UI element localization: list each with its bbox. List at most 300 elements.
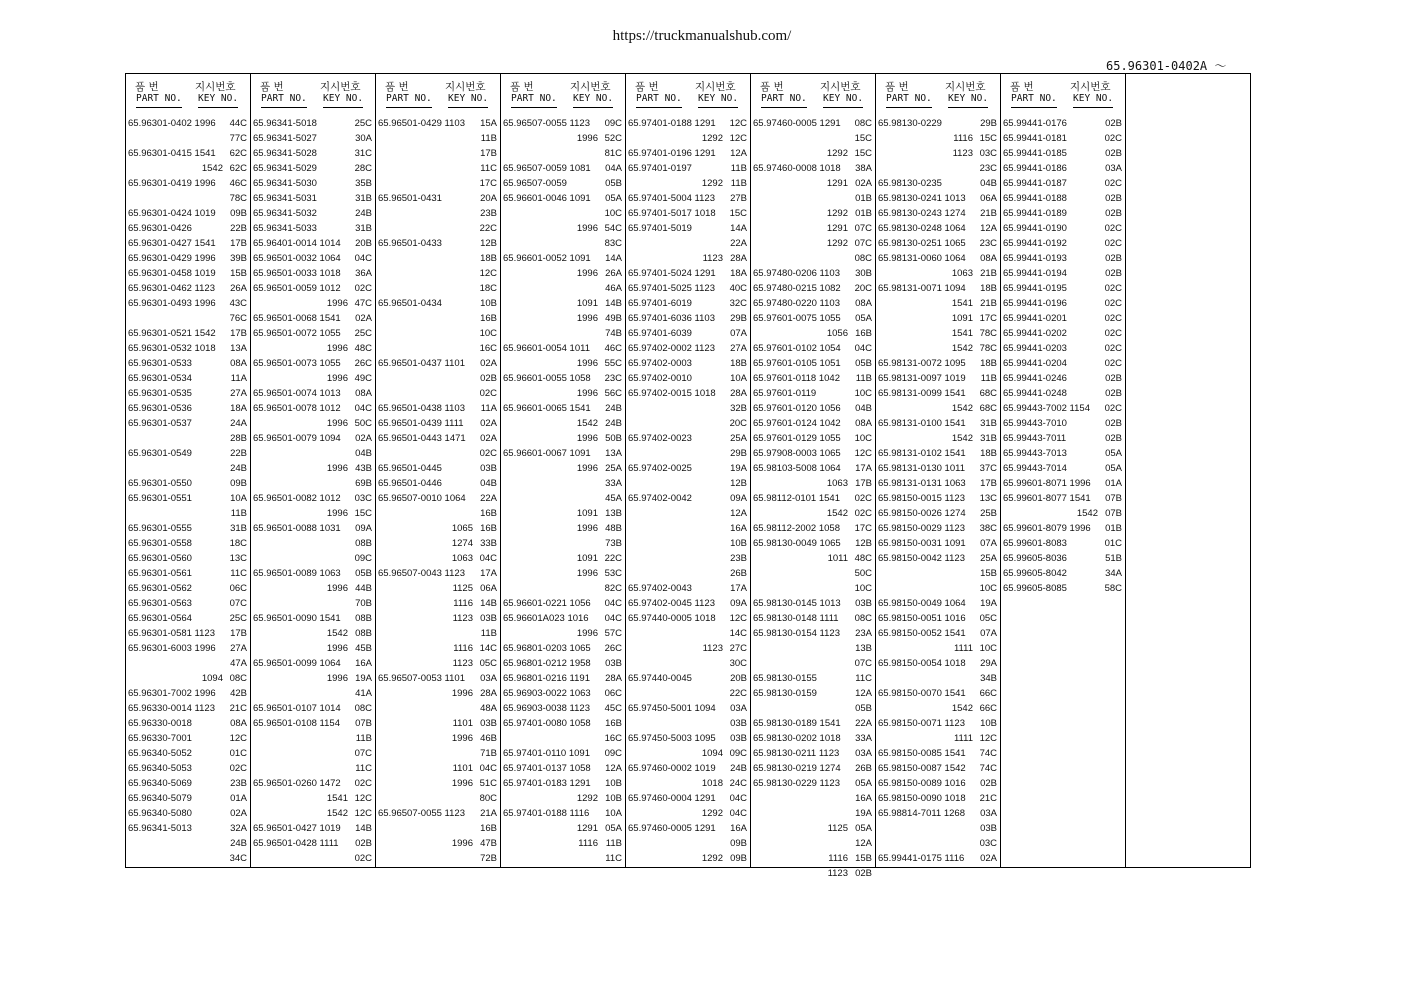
part-number: 65.96341-5033 (253, 223, 317, 234)
part-number: 65.98131-0102 1541 (878, 448, 966, 459)
table-row (751, 641, 874, 656)
part-number: 65.98103-5008 1064 (753, 463, 841, 474)
part-number: 65.98130-0049 1065 (753, 538, 841, 549)
key-number: 29B (730, 448, 747, 459)
key-number: 02B (1105, 208, 1122, 219)
key-number: 02A (355, 313, 372, 324)
key-number: 04C (354, 253, 372, 264)
part-number: 65.98130-0229 (878, 118, 942, 129)
table-row (251, 206, 374, 221)
table-row (626, 641, 749, 656)
key-number: 10B (480, 298, 497, 309)
part-number: 65.98150-0071 1123 (878, 718, 965, 729)
part-number: 65.96501-0437 1101 (378, 358, 465, 369)
part-number: 65.96341-5027 (253, 133, 317, 144)
table-row (251, 236, 374, 251)
key-number: 02C (1104, 403, 1122, 414)
table-row (626, 371, 749, 386)
part-number: 65.98130-0159 (753, 688, 817, 699)
table-row (1001, 341, 1124, 356)
part-number: 65.97402-0002 1123 (628, 343, 715, 354)
key-number: 34C (229, 853, 247, 864)
part-number: 65.98130-0235 (878, 178, 942, 189)
part-number: 65.99605-8042 (1003, 568, 1067, 579)
table-row (501, 161, 624, 176)
table-row (751, 371, 874, 386)
table-row (626, 611, 749, 626)
part-number: 65.96341-5018 (253, 118, 317, 129)
key-number: 07C (854, 658, 872, 669)
part-number: 65.98150-0049 1064 (878, 598, 966, 609)
key-number: 28B (230, 433, 247, 444)
key-number: 17A (855, 463, 872, 474)
part-number: 1996 (576, 133, 598, 144)
table-row (1001, 521, 1124, 536)
key-number: 15C (354, 508, 372, 519)
table-row (626, 446, 749, 461)
header-underline (448, 107, 488, 108)
table-row (501, 446, 624, 461)
key-number: 11A (230, 373, 247, 384)
part-number: 65.99605-8036 (1003, 553, 1067, 564)
key-number: 04C (854, 343, 872, 354)
key-number: 12C (729, 613, 747, 624)
table-row (126, 131, 249, 146)
part-number: 1996 (576, 268, 598, 279)
key-number: 35B (355, 178, 372, 189)
key-number: 02C (1104, 283, 1122, 294)
key-number: 28A (730, 253, 747, 264)
table-row (876, 776, 999, 791)
key-number: 24B (605, 403, 622, 414)
part-number: 65.96301-0521 1542 (128, 328, 216, 339)
key-number: 07A (730, 328, 747, 339)
table-row (126, 461, 249, 476)
column-header (501, 79, 626, 107)
key-number: 17B (230, 238, 247, 249)
part-number: 65.96501-0032 1064 (253, 253, 341, 264)
part-number: 65.96341-5013 (128, 823, 192, 834)
part-number: 65.96501-0443 1471 (378, 433, 466, 444)
key-number: 29A (980, 658, 997, 669)
table-row (126, 746, 249, 761)
table-row (626, 536, 749, 551)
table-row (376, 611, 499, 626)
table-row (126, 686, 249, 701)
part-number: 65.97401-0197 (628, 163, 692, 174)
part-number: 1996 (576, 523, 598, 534)
table-row (376, 191, 499, 206)
table-row (876, 641, 999, 656)
key-number: 07B (1105, 508, 1122, 519)
key-number: 76C (229, 313, 247, 324)
key-number: 18C (479, 283, 497, 294)
table-row (876, 656, 999, 671)
key-number: 05B (605, 178, 622, 189)
table-row (501, 836, 624, 851)
part-number: 65.96341-5031 (253, 193, 317, 204)
key-number: 12A (730, 148, 747, 159)
table-row (626, 401, 749, 416)
key-number: 26A (230, 283, 247, 294)
table-row (376, 146, 499, 161)
key-number: 03C (354, 493, 372, 504)
key-number: 02C (1104, 313, 1122, 324)
key-number: 28A (730, 388, 747, 399)
table-row (751, 221, 874, 236)
table-row (501, 551, 624, 566)
table-row (1001, 566, 1124, 581)
header-part-ko: 품 번 (260, 81, 284, 93)
key-number: 11B (980, 373, 997, 384)
header-key-ko: 지시번호 (1070, 81, 1111, 93)
key-number: 18A (230, 403, 247, 414)
key-number: 31B (980, 418, 997, 429)
table-column (501, 74, 626, 867)
key-number: 02B (1105, 148, 1122, 159)
table-row (126, 491, 249, 506)
table-row (876, 671, 999, 686)
key-number: 11A (480, 403, 497, 414)
table-row (251, 296, 374, 311)
key-number: 25A (605, 463, 622, 474)
key-number: 68C (979, 403, 997, 414)
table-row (1001, 221, 1124, 236)
key-number: 09C (604, 748, 622, 759)
part-number: 65.99601-8071 1996 (1003, 478, 1091, 489)
part-number: 65.99443-7014 (1003, 463, 1067, 474)
table-row (126, 341, 249, 356)
table-row (376, 281, 499, 296)
key-number: 78C (229, 193, 247, 204)
part-number: 1091 (576, 298, 598, 309)
key-number: 21B (980, 298, 997, 309)
header-key-en: KEY NO. (448, 93, 489, 104)
table-row (376, 686, 499, 701)
key-number: 05A (605, 193, 622, 204)
part-number: 65.96501-0082 1012 (253, 493, 341, 504)
table-row (376, 131, 499, 146)
part-number: 65.98130-0154 1123 (753, 628, 840, 639)
table-row (626, 566, 749, 581)
part-number: 65.99441-0194 (1003, 268, 1067, 279)
key-number: 51C (479, 778, 497, 789)
part-number: 65.96507-0010 1064 (378, 493, 466, 504)
key-number: 07C (229, 598, 247, 609)
table-row (876, 116, 999, 131)
part-number: 1111 (953, 733, 973, 744)
part-number: 65.96501-0433 (378, 238, 442, 249)
part-number: 65.99441-0193 (1003, 253, 1067, 264)
key-number: 27A (730, 343, 747, 354)
key-number: 26B (730, 568, 747, 579)
part-number: 65.99443-7013 (1003, 448, 1067, 459)
key-number: 11B (230, 508, 247, 519)
table-row (876, 131, 999, 146)
part-number: 1996 (451, 778, 473, 789)
table-row (376, 551, 499, 566)
table-row (876, 146, 999, 161)
key-number: 13B (605, 508, 622, 519)
key-number: 11B (480, 628, 497, 639)
key-number: 09A (730, 493, 747, 504)
part-number: 65.96501-0079 1094 (253, 433, 341, 444)
key-number: 23C (979, 163, 997, 174)
header-underline (323, 107, 363, 108)
key-number: 04C (479, 763, 497, 774)
part-number: 1292 (826, 208, 848, 219)
key-number: 74B (605, 328, 622, 339)
table-row (126, 191, 249, 206)
key-number: 09C (354, 553, 372, 564)
part-number: 65.96301-0427 1541 (128, 238, 216, 249)
table-row (501, 176, 624, 191)
table-row (251, 791, 374, 806)
part-number: 65.99441-0175 1116 (878, 853, 965, 864)
key-number: 68C (979, 388, 997, 399)
key-number: 17B (855, 478, 872, 489)
key-number: 31B (230, 523, 247, 534)
part-number: 65.97402-0045 1123 (628, 598, 715, 609)
key-number: 11B (730, 163, 747, 174)
part-number: 65.97601-0120 1056 (753, 403, 841, 414)
part-number: 65.96301-0429 1996 (128, 253, 216, 264)
key-number: 32A (230, 823, 247, 834)
key-number: 46A (605, 283, 622, 294)
table-row (251, 851, 374, 866)
part-number: 65.98131-0071 1094 (878, 283, 966, 294)
key-number: 07C (854, 238, 872, 249)
part-number: 65.96301-0424 1019 (128, 208, 216, 219)
part-number: 65.97440-0045 (628, 673, 692, 684)
table-row (501, 821, 624, 836)
part-number: 65.96301-0462 1123 (128, 283, 215, 294)
table-row (501, 536, 624, 551)
header-key-ko: 지시번호 (820, 81, 861, 93)
key-number: 22B (230, 223, 247, 234)
table-row (751, 746, 874, 761)
part-number: 1292 (701, 178, 723, 189)
key-number: 03B (730, 733, 747, 744)
key-number: 03B (980, 823, 997, 834)
key-number: 15C (854, 133, 872, 144)
key-number: 09B (730, 853, 747, 864)
table-row (126, 596, 249, 611)
key-number: 11C (605, 853, 622, 864)
table-row (876, 551, 999, 566)
key-number: 08A (230, 358, 247, 369)
key-number: 02C (229, 763, 247, 774)
key-number: 18B (980, 448, 997, 459)
table-row (126, 206, 249, 221)
table-row (626, 746, 749, 761)
part-number: 65.99441-0187 (1003, 178, 1067, 189)
table-row (251, 626, 374, 641)
header-underline (636, 107, 682, 108)
key-number: 13B (855, 643, 872, 654)
part-number: 65.99441-0186 (1003, 163, 1067, 174)
part-number: 65.96601-0065 1541 (503, 403, 591, 414)
part-number: 65.97440-0005 1018 (628, 613, 716, 624)
table-row (626, 761, 749, 776)
part-number: 1996 (576, 568, 598, 579)
key-number: 02C (1104, 343, 1122, 354)
table-column (251, 74, 376, 867)
header-key-ko: 지시번호 (195, 81, 236, 93)
table-row (626, 341, 749, 356)
part-number: 1063 (951, 268, 973, 279)
part-number: 65.97401-5025 1123 (628, 283, 715, 294)
header-part-ko: 품 번 (1010, 81, 1034, 93)
part-number: 65.96801-0203 1065 (503, 643, 591, 654)
page-url: https://truckmanualshub.com/ (612, 28, 792, 44)
key-number: 22C (479, 223, 497, 234)
table-row (126, 431, 249, 446)
table-row (501, 596, 624, 611)
key-number: 02A (480, 358, 497, 369)
key-number: 51B (1105, 553, 1122, 564)
parts-index-table (125, 73, 1251, 879)
table-row (251, 371, 374, 386)
header-underline (761, 107, 807, 108)
table-row (126, 221, 249, 236)
key-number: 11B (480, 133, 497, 144)
table-row (1001, 236, 1124, 251)
part-number: 65.98814-7011 1268 (878, 808, 965, 819)
part-number: 65.96501-0439 1111 (378, 418, 464, 429)
key-number: 19A (730, 463, 747, 474)
key-number: 16C (479, 343, 497, 354)
part-number: 1291 (826, 223, 848, 234)
key-number: 19A (855, 808, 872, 819)
part-number: 65.98112-2002 1058 (753, 523, 840, 534)
table-row (876, 266, 999, 281)
header-key-en: KEY NO. (698, 93, 739, 104)
key-number: 02B (1105, 388, 1122, 399)
key-number: 18C (229, 538, 247, 549)
part-number: 1291 (576, 823, 598, 834)
part-number: 65.96340-5053 (128, 763, 192, 774)
key-number: 14B (605, 298, 622, 309)
key-number: 04C (479, 553, 497, 564)
part-number: 1292 (701, 853, 723, 864)
key-number: 16B (480, 313, 497, 324)
key-number: 27A (230, 388, 247, 399)
table-row (876, 251, 999, 266)
key-number: 05B (855, 703, 872, 714)
part-number: 65.96340-5069 (128, 778, 192, 789)
part-number: 65.96301-0534 (128, 373, 192, 384)
key-number: 02C (1104, 223, 1122, 234)
key-number: 01B (855, 208, 872, 219)
part-number: 65.97601-0105 1051 (753, 358, 841, 369)
key-number: 17C (854, 523, 872, 534)
key-number: 07C (854, 223, 872, 234)
table-row (751, 701, 874, 716)
part-number: 65.96341-5029 (253, 163, 317, 174)
key-number: 12C (354, 793, 372, 804)
key-number: 17C (479, 178, 497, 189)
table-row (501, 296, 624, 311)
key-number: 10C (979, 643, 997, 654)
part-number: 65.98130-0211 1123 (753, 748, 840, 759)
part-number: 65.97601-0075 1055 (753, 313, 841, 324)
part-number: 1996 (576, 628, 598, 639)
key-number: 03B (605, 658, 622, 669)
key-number: 44B (355, 583, 372, 594)
table-row (126, 776, 249, 791)
part-number: 65.98131-0072 1095 (878, 358, 966, 369)
header-key-en: KEY NO. (323, 93, 364, 104)
part-number: 65.98131-0097 1019 (878, 373, 966, 384)
part-number: 65.99441-0201 (1003, 313, 1067, 324)
table-row (376, 341, 499, 356)
table-row (501, 221, 624, 236)
key-number: 17B (480, 148, 497, 159)
key-number: 28A (605, 673, 622, 684)
table-row (751, 161, 874, 176)
key-number: 08A (855, 298, 872, 309)
part-number: 1542 (1076, 508, 1098, 519)
part-number: 65.96501-0107 1014 (253, 703, 341, 714)
table-row (501, 506, 624, 521)
table-row (126, 446, 249, 461)
key-number: 24B (605, 418, 622, 429)
table-row (876, 761, 999, 776)
table-row (376, 296, 499, 311)
key-number: 24A (230, 418, 247, 429)
part-number: 1125 (452, 583, 473, 594)
part-number: 1094 (701, 748, 723, 759)
table-row (376, 116, 499, 131)
table-row (376, 356, 499, 371)
table-row (876, 431, 999, 446)
part-number: 65.96601A023 1016 (503, 613, 589, 624)
part-number: 1101 (452, 718, 473, 729)
part-number: 1542 (326, 628, 348, 639)
key-number: 18B (980, 283, 997, 294)
key-number: 05A (855, 778, 872, 789)
table-row (251, 461, 374, 476)
key-number: 02B (1105, 118, 1122, 129)
table-row (251, 776, 374, 791)
part-number: 1542 (951, 433, 973, 444)
table-row (501, 791, 624, 806)
key-number: 15C (979, 133, 997, 144)
key-number: 22C (604, 553, 622, 564)
key-number: 14A (605, 253, 622, 264)
part-number: 1541 (951, 328, 973, 339)
table-row (126, 761, 249, 776)
part-number: 1116 (453, 598, 473, 609)
part-number: 65.97601-0118 1042 (753, 373, 840, 384)
part-number: 65.98130-0248 1064 (878, 223, 966, 234)
key-number: 16B (480, 508, 497, 519)
table-row (751, 581, 874, 596)
table-row (626, 236, 749, 251)
part-number: 65.98150-0085 1541 (878, 748, 966, 759)
key-number: 10B (605, 793, 622, 804)
part-number: 65.96340-5079 (128, 793, 192, 804)
table-row (751, 821, 874, 836)
part-number: 65.96341-5032 (253, 208, 317, 219)
table-row (501, 431, 624, 446)
table-row (626, 851, 749, 866)
key-number: 12C (729, 118, 747, 129)
header-key-en: KEY NO. (573, 93, 614, 104)
key-number: 08C (854, 253, 872, 264)
table-row (501, 461, 624, 476)
